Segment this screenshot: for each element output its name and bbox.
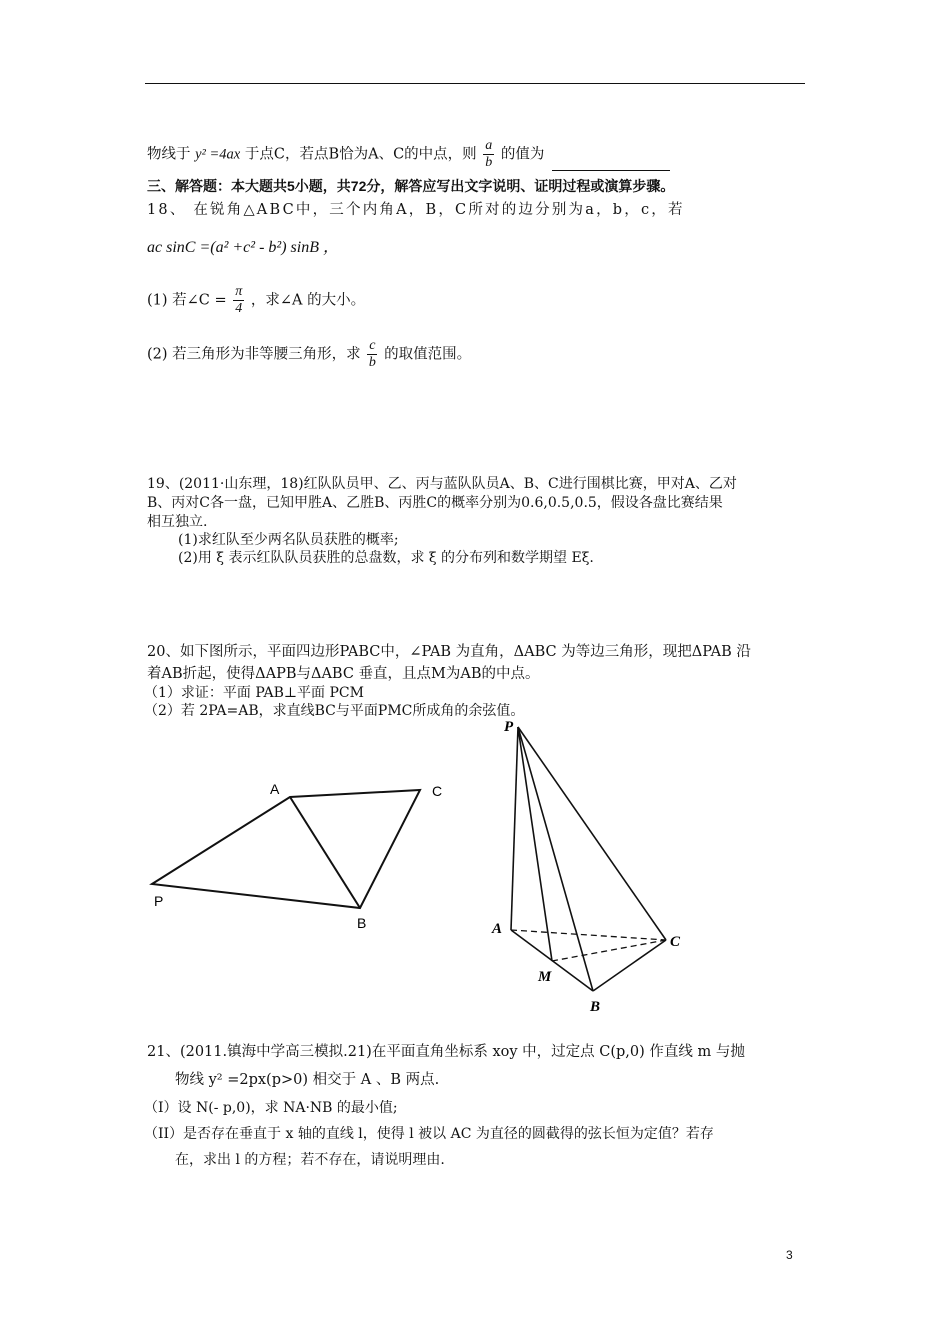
q21-part2b: 在，求出 l 的方程；若不存在，请说明理由. <box>175 1152 445 1168</box>
q18-line1: 18、 在锐角△ABC中，三个内角A，B，C所对的边分别为a，b，c，若 <box>147 202 685 218</box>
label-P: P <box>154 893 164 909</box>
label-A: A <box>270 781 280 797</box>
figure-folded-pyramid <box>480 715 700 1015</box>
q18-part2-num: c <box>369 338 376 353</box>
edge-PA <box>511 727 518 930</box>
q18-part2-fraction <box>367 338 377 371</box>
section-header: 三、解答题：本大题共5小题，共72分，解答应写出文字说明、证明过程或演算步骤。 <box>147 178 675 194</box>
q18-part1-num: π <box>235 284 243 299</box>
q20-line2: 着AB折起，使得ΔAPB与ΔABC 垂直，且点M为AB的中点。 <box>147 666 540 682</box>
q18-part1-den: 4 <box>235 301 243 316</box>
q19-part2: (2)用 ξ 表示红队队员获胜的总盘数，求 ξ 的分布列和数学期望 Eξ. <box>178 550 594 566</box>
q18-part1-pre: (1) 若∠C = <box>147 292 227 309</box>
header-rule <box>145 83 805 84</box>
edge-AC-dashed <box>511 930 666 940</box>
q18-part1 <box>147 284 365 317</box>
diagonal-AB <box>290 797 360 908</box>
q17-mid: 于点C，若点B恰为A、C的中点，则 <box>244 146 477 163</box>
edge-BC <box>593 940 666 991</box>
edge-MC-dashed <box>552 940 666 961</box>
pyramid-label-M: M <box>538 969 552 985</box>
label-B: B <box>357 915 367 931</box>
q18-equation: ac sinC =(a² +c² - b²) sinB ， <box>147 239 339 256</box>
q19-line1: 19、(2011·山东理，18)红队队员甲、乙、丙与蓝队队员A、B、C进行围棋比赛，甲对A、乙对 <box>147 476 737 492</box>
quad-outline <box>152 790 420 908</box>
pyramid-label-P: P <box>504 719 514 735</box>
figure-planar-quadrilateral <box>140 770 460 940</box>
q20-part2: （2）若 2PA=AB，求直线BC与平面PMC所成角的余弦值。 <box>144 703 525 719</box>
page-number: 3 <box>786 1248 793 1262</box>
q18-part2-post: 的取值范围。 <box>384 346 472 363</box>
q17-post: 的值为 <box>500 146 545 163</box>
q17-tail <box>147 138 670 171</box>
q18-part2-den: b <box>368 355 376 370</box>
q21-part2a: （II）是否存在垂直于 x 轴的直线 l，使得 l 被以 AC 为直径的圆截得的弦长恒为定值？若存 <box>144 1126 714 1142</box>
q18-part2-pre: (2) 若三角形为非等腰三角形，求 <box>147 346 361 363</box>
q17-fraction <box>483 138 494 171</box>
q21-part1: （I）设 N(- p,0)，求 NA·NB 的最小值; <box>144 1100 398 1116</box>
pyramid-label-B: B <box>590 999 601 1015</box>
q20-part1: （1）求证：平面 PAB⊥平面 PCM <box>144 685 364 701</box>
q21-line1: 21、(2011.镇海中学高三模拟.21)在平面直角坐标系 xoy 中，过定点 C(p,0) 作直线 m 与抛 <box>147 1044 745 1060</box>
pyramid-label-C: C <box>670 934 681 950</box>
q19-part1: (1)求红队至少两名队员获胜的概率; <box>178 532 399 548</box>
q17-frac-den: b <box>485 155 493 170</box>
q17-frac-num: a <box>485 138 493 153</box>
q21-line2: 物线 y² =2px(p>0) 相交于 A 、B 两点. <box>175 1072 440 1088</box>
edge-PC <box>518 727 666 940</box>
q20-line1: 20、如下图所示，平面四边形PABC中，∠PAB 为直角，ΔABC 为等边三角形，现把ΔPAB 沿 <box>147 644 751 660</box>
answer-blank[interactable] <box>552 156 670 171</box>
q17-equation: y² =4ax <box>195 146 241 163</box>
label-C: C <box>432 783 443 799</box>
q17-pre: 物线于 <box>147 146 191 163</box>
q18-part1-post: ，求∠A 的大小。 <box>250 292 366 309</box>
q19-line3: 相互独立. <box>147 514 208 530</box>
q18-part2 <box>147 338 471 371</box>
q18-part1-fraction <box>233 284 244 317</box>
pyramid-label-A: A <box>492 921 503 937</box>
q19-line2: B、丙对C各一盘，已知甲胜A、乙胜B、丙胜C的概率分别为0.6,0.5,0.5，假设各盘比赛结果 <box>147 495 723 511</box>
edge-PM <box>518 727 552 961</box>
edge-PB <box>518 727 593 991</box>
